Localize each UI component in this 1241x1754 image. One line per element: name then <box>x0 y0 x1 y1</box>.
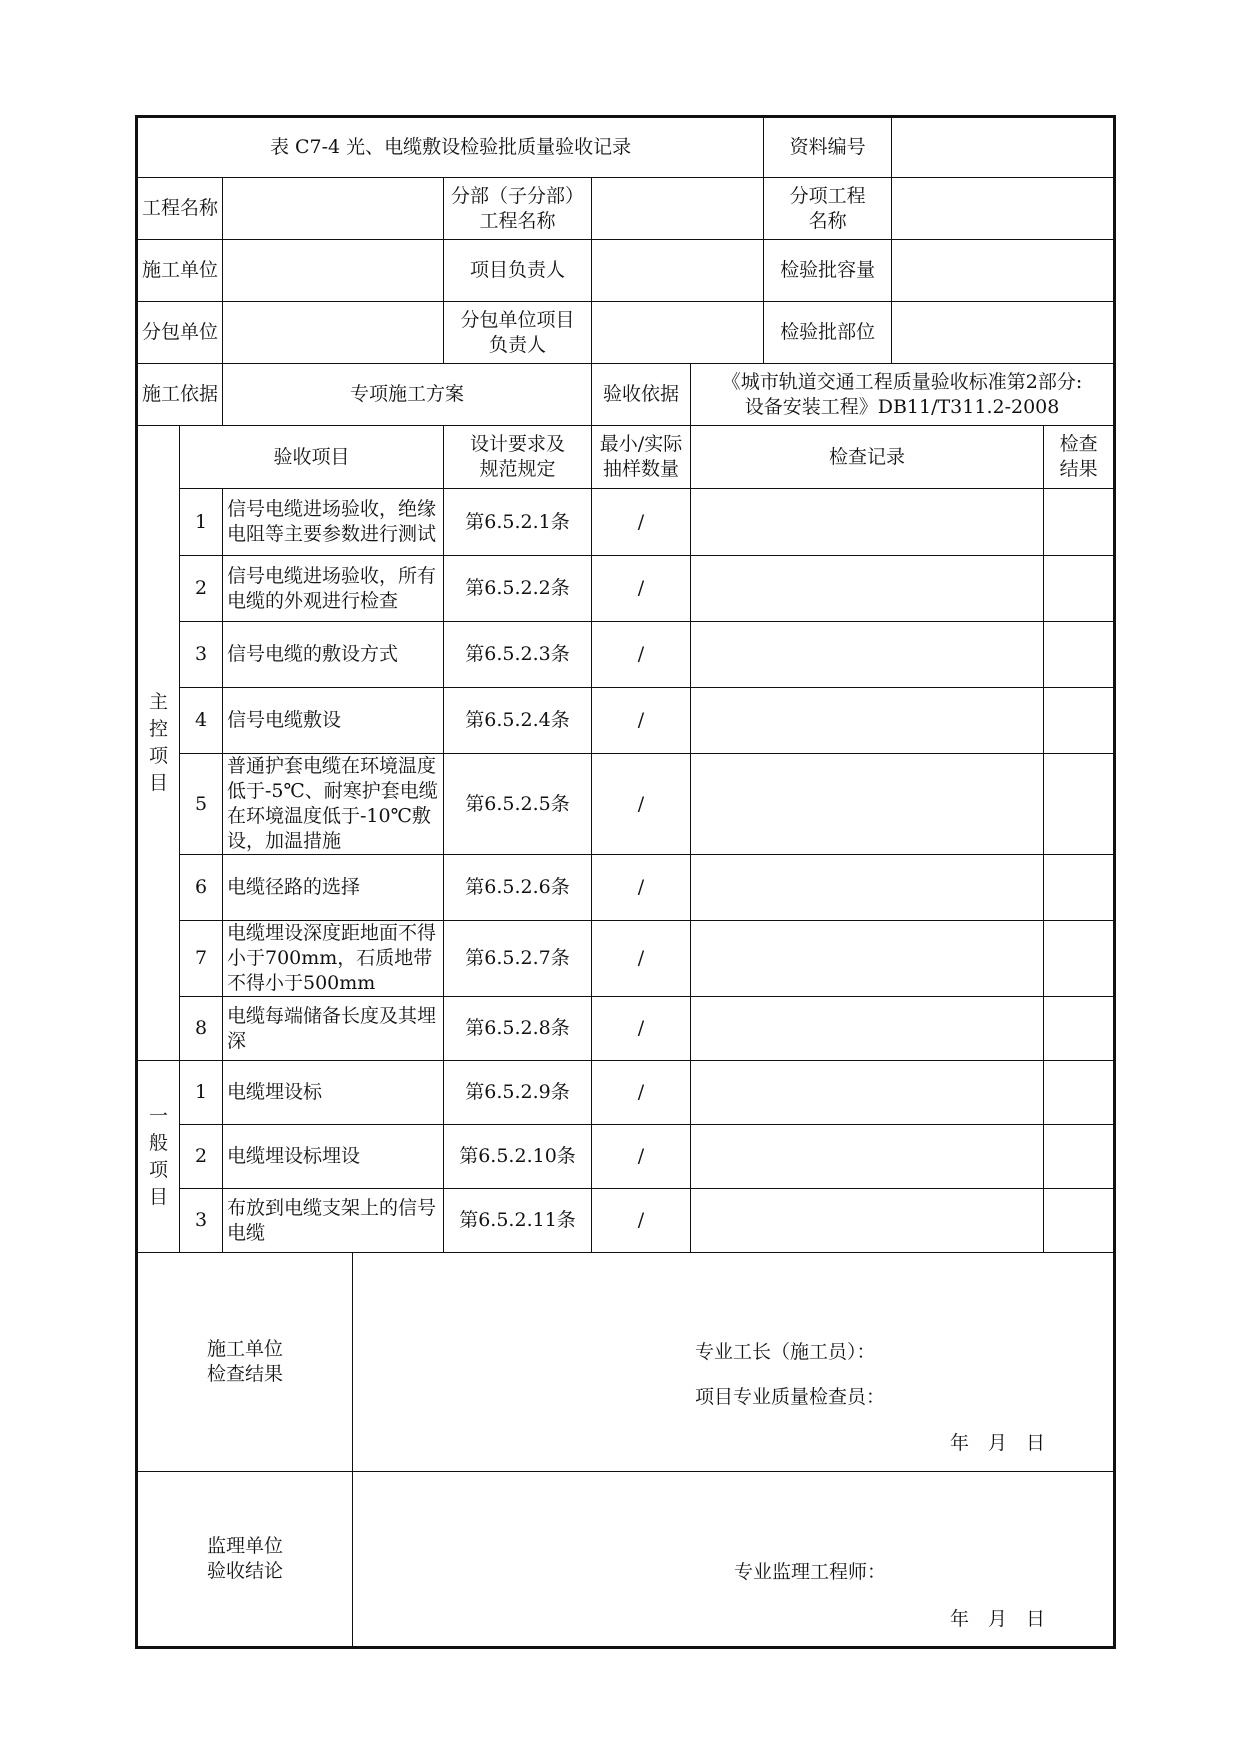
row-number: 6 <box>180 855 223 921</box>
item-text: 信号电缆进场验收，绝缘电阻等主要参数进行测试 <box>223 489 444 556</box>
check-record[interactable] <box>691 489 1044 556</box>
check-result[interactable] <box>1044 1125 1115 1189</box>
check-record[interactable] <box>691 1125 1044 1189</box>
table-row <box>137 1189 1115 1253</box>
item-text: 布放到电缆支架上的信号电缆 <box>223 1189 444 1253</box>
table-row <box>137 1125 1115 1189</box>
check-result[interactable] <box>1044 855 1115 921</box>
row-number: 2 <box>180 556 223 622</box>
check-result[interactable] <box>1044 688 1115 754</box>
sample-qty[interactable]: / <box>592 1061 691 1125</box>
col-header-record: 检查记录 <box>691 426 1044 489</box>
sample-qty[interactable]: / <box>592 622 691 688</box>
check-result[interactable] <box>1044 754 1115 855</box>
record-table <box>135 115 1116 1649</box>
clause: 第6.5.2.11条 <box>444 1189 592 1253</box>
batch-capacity-label: 检验批容量 <box>764 240 892 302</box>
item-text: 信号电缆的敷设方式 <box>223 622 444 688</box>
item-text: 电缆埋设标埋设 <box>223 1125 444 1189</box>
check-result[interactable] <box>1044 921 1115 997</box>
check-record[interactable] <box>691 754 1044 855</box>
sub-item-value[interactable] <box>892 178 1115 240</box>
supervision-engineer-signature-label: 专业监理工程师： <box>734 1561 887 1583</box>
check-record[interactable] <box>691 855 1044 921</box>
clause: 第6.5.2.7条 <box>444 921 592 997</box>
item-text: 电缆每端储备长度及其埋深 <box>223 997 444 1061</box>
check-record[interactable] <box>691 997 1044 1061</box>
table-row <box>137 754 1115 855</box>
sub-division-value[interactable] <box>592 178 764 240</box>
subcontract-leader-label: 分包单位项目 负责人 <box>444 302 592 364</box>
subcontract-unit-value[interactable] <box>223 302 444 364</box>
row-number: 7 <box>180 921 223 997</box>
table-row <box>137 921 1115 997</box>
check-record[interactable] <box>691 622 1044 688</box>
check-record[interactable] <box>691 1061 1044 1125</box>
row-number: 2 <box>180 1125 223 1189</box>
clause: 第6.5.2.2条 <box>444 556 592 622</box>
table-row <box>137 997 1115 1061</box>
clause: 第6.5.2.1条 <box>444 489 592 556</box>
foreman-signature-label: 专业工长（施工员）： <box>695 1341 876 1363</box>
subcontract-unit-label: 分包单位 <box>137 302 223 364</box>
form-title: 表 C7-4 光、电缆敷设检验批质量验收记录 <box>137 117 764 178</box>
acceptance-basis-label: 验收依据 <box>592 364 691 426</box>
construction-unit-value[interactable] <box>223 240 444 302</box>
acceptance-basis-value: 《城市轨道交通工程质量验收标准第2部分: 设备安装工程》DB11/T311.2-2008 <box>691 364 1115 426</box>
clause: 第6.5.2.5条 <box>444 754 592 855</box>
sample-qty[interactable]: / <box>592 855 691 921</box>
table-row <box>137 489 1115 556</box>
supervision-area[interactable] <box>353 1472 1115 1648</box>
table-row <box>137 855 1115 921</box>
batch-capacity-value[interactable] <box>892 240 1115 302</box>
clause: 第6.5.2.9条 <box>444 1061 592 1125</box>
sample-qty[interactable]: / <box>592 754 691 855</box>
check-record[interactable] <box>691 688 1044 754</box>
row-number: 4 <box>180 688 223 754</box>
check-result[interactable] <box>1044 1061 1115 1125</box>
check-result[interactable] <box>1044 489 1115 556</box>
check-result[interactable] <box>1044 1189 1115 1253</box>
row-number: 1 <box>180 489 223 556</box>
check-result[interactable] <box>1044 622 1115 688</box>
sample-qty[interactable]: / <box>592 997 691 1061</box>
doc-no-value[interactable] <box>892 117 1115 178</box>
batch-location-label: 检验批部位 <box>764 302 892 364</box>
item-text: 普通护套电缆在环境温度低于-5℃、耐寒护套电缆在环境温度低于-10℃敷设，加温措施 <box>223 754 444 855</box>
construction-check-area[interactable] <box>353 1253 1115 1472</box>
row-number: 8 <box>180 997 223 1061</box>
sample-qty[interactable]: / <box>592 921 691 997</box>
main-control-section-label: 主控项目 <box>137 426 180 1061</box>
supervision-date: 年 月 日 <box>950 1608 1046 1630</box>
sub-item-label: 分项工程 名称 <box>764 178 892 240</box>
construction-date: 年 月 日 <box>950 1432 1046 1454</box>
clause: 第6.5.2.8条 <box>444 997 592 1061</box>
table-row <box>137 688 1115 754</box>
sub-division-label: 分部（子分部） 工程名称 <box>444 178 592 240</box>
col-header-sample: 最小/实际 抽样数量 <box>592 426 691 489</box>
row-number: 3 <box>180 1189 223 1253</box>
doc-no-label: 资料编号 <box>764 117 892 178</box>
sample-qty[interactable]: / <box>592 1189 691 1253</box>
sample-qty[interactable]: / <box>592 556 691 622</box>
construction-basis-value[interactable]: 专项施工方案 <box>223 364 592 426</box>
clause: 第6.5.2.10条 <box>444 1125 592 1189</box>
table-row <box>137 556 1115 622</box>
col-header-item: 验收项目 <box>180 426 444 489</box>
row-number: 5 <box>180 754 223 855</box>
check-record[interactable] <box>691 921 1044 997</box>
check-record[interactable] <box>691 556 1044 622</box>
table-row <box>137 622 1115 688</box>
project-leader-label: 项目负责人 <box>444 240 592 302</box>
quality-inspector-signature-label: 项目专业质量检查员： <box>695 1386 886 1408</box>
subcontract-leader-value[interactable] <box>592 302 764 364</box>
check-result[interactable] <box>1044 556 1115 622</box>
item-text: 信号电缆进场验收，所有电缆的外观进行检查 <box>223 556 444 622</box>
item-text: 电缆埋设标 <box>223 1061 444 1125</box>
clause: 第6.5.2.4条 <box>444 688 592 754</box>
clause: 第6.5.2.3条 <box>444 622 592 688</box>
batch-location-value[interactable] <box>892 302 1115 364</box>
check-record[interactable] <box>691 1189 1044 1253</box>
col-header-design: 设计要求及 规范规定 <box>444 426 592 489</box>
sample-qty[interactable]: / <box>592 489 691 556</box>
col-header-result: 检查 结果 <box>1044 426 1115 489</box>
construction-unit-label: 施工单位 <box>137 240 223 302</box>
general-section-label: 一般项目 <box>137 1061 180 1253</box>
item-text: 信号电缆敷设 <box>223 688 444 754</box>
sample-qty[interactable]: / <box>592 688 691 754</box>
item-text: 电缆径路的选择 <box>223 855 444 921</box>
row-number: 1 <box>180 1061 223 1125</box>
table-row <box>137 1061 1115 1125</box>
sample-qty[interactable]: / <box>592 1125 691 1189</box>
project-name-label: 工程名称 <box>137 178 223 240</box>
construction-basis-label: 施工依据 <box>137 364 223 426</box>
clause: 第6.5.2.6条 <box>444 855 592 921</box>
supervision-label: 监理单位 验收结论 <box>137 1472 353 1648</box>
project-name-value[interactable] <box>223 178 444 240</box>
project-leader-value[interactable] <box>592 240 764 302</box>
inspection-record-form <box>135 115 1113 1649</box>
check-result[interactable] <box>1044 997 1115 1061</box>
construction-check-label: 施工单位 检查结果 <box>137 1253 353 1472</box>
row-number: 3 <box>180 622 223 688</box>
item-text: 电缆埋设深度距地面不得小于700mm，石质地带不得小于500mm <box>223 921 444 997</box>
